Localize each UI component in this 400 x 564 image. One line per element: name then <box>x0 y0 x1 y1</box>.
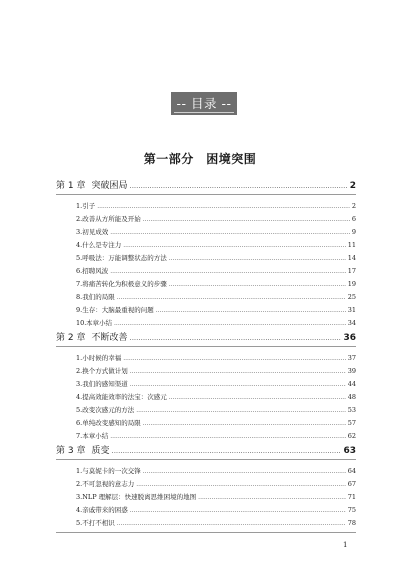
dot-leader <box>123 352 346 365</box>
entry-page-number: 6 <box>351 215 356 223</box>
entry-title: 不打不相识 <box>82 519 115 527</box>
toc-entry[interactable] <box>56 517 356 530</box>
toc-entry[interactable] <box>56 226 356 239</box>
toc-entry[interactable] <box>56 252 356 265</box>
entry-page-number: 48 <box>347 393 356 401</box>
chapter-label: 第 3 章 <box>56 446 86 456</box>
entry-title: 本章小结 <box>86 319 112 327</box>
entry-title: NLP 理解层：快速脱离思维困境的地图 <box>82 493 197 501</box>
entry-number: 1. <box>76 354 83 362</box>
chapter-divider <box>56 194 356 195</box>
chapter-divider <box>56 459 356 460</box>
toc-entry[interactable] <box>56 391 356 404</box>
entry-title: 引子 <box>82 202 96 210</box>
toc-entry[interactable] <box>56 239 356 252</box>
entry-page-number: 78 <box>347 519 356 527</box>
dot-leader <box>143 465 346 478</box>
dot-leader <box>198 491 346 504</box>
entry-page-number: 44 <box>347 380 356 388</box>
dot-leader <box>136 404 346 417</box>
page-folio: 1 <box>343 541 348 549</box>
chapter-label: 第 1 章 <box>56 181 86 191</box>
entry-number: 3. <box>76 380 83 388</box>
toc-entry[interactable] <box>56 291 356 304</box>
entry-number: 8. <box>76 293 83 301</box>
entry-number: 4. <box>76 393 83 401</box>
dot-leader <box>117 291 346 304</box>
toc-entry[interactable] <box>56 378 356 391</box>
entry-title: 不可忽视的意志力 <box>82 480 135 488</box>
entry-number: 2. <box>76 215 83 223</box>
entry-title: 换个方式做计划 <box>82 367 128 375</box>
entry-title: 单纯改变感知的局限 <box>82 419 141 427</box>
entry-title: 小时候的幸福 <box>82 354 122 362</box>
toc-entry[interactable] <box>56 265 356 278</box>
entry-page-number: 53 <box>347 406 356 414</box>
chapter-label: 第 2 章 <box>56 333 86 343</box>
entry-title: 本章小结 <box>82 432 109 440</box>
entry-page-number: 75 <box>347 506 356 514</box>
toc-entry[interactable] <box>56 213 356 226</box>
entry-number: 6. <box>76 267 83 275</box>
entry-number: 4. <box>76 506 83 514</box>
entry-page-number: 14 <box>347 254 356 262</box>
entry-number: 7. <box>76 280 83 288</box>
chapter-page-number: 63 <box>343 446 356 456</box>
entry-page-number: 17 <box>347 267 356 275</box>
entry-title: 将痛苦转化为积极意义的步骤 <box>82 280 167 288</box>
toc-banner: -- 目录 -- <box>171 92 237 115</box>
entry-page-number: 34 <box>347 319 356 327</box>
dot-leader <box>130 365 346 378</box>
entry-number: 2. <box>76 480 83 488</box>
entry-title: 招聘风波 <box>82 267 109 275</box>
entry-title: 我们的局限 <box>82 293 115 301</box>
chapter-heading-3[interactable] <box>56 445 356 457</box>
chapter-title: 突破困局 <box>91 181 128 191</box>
entry-page-number: 9 <box>351 228 356 236</box>
entry-number: 9. <box>76 306 83 314</box>
chapter-heading-1[interactable] <box>56 180 356 192</box>
entry-title: 我们的感知渠道 <box>82 380 128 388</box>
entry-page-number: 11 <box>347 241 356 249</box>
toc-entry[interactable] <box>56 491 356 504</box>
entry-title: 改善从方所能及开始 <box>82 215 141 223</box>
chapter-heading-2[interactable] <box>56 332 356 344</box>
entry-title: 提高效能效率的法宝：次感元 <box>82 393 167 401</box>
dot-leader <box>129 332 341 344</box>
toc-entry[interactable] <box>56 478 356 491</box>
entry-page-number: 64 <box>347 467 356 475</box>
entry-title: 初见成效 <box>82 228 109 236</box>
entry-title: 呼吸法：万能调整状态的方法 <box>82 254 167 262</box>
entry-title: 什么是专注力 <box>82 241 122 249</box>
toc-entry[interactable] <box>56 317 356 330</box>
dot-leader <box>143 213 350 226</box>
toc-entry[interactable] <box>56 404 356 417</box>
dot-leader <box>169 278 346 291</box>
entry-page-number: 39 <box>347 367 356 375</box>
dot-leader <box>110 265 346 278</box>
entry-page-number: 71 <box>347 493 356 501</box>
entry-title: 生存：大脑最重视的问题 <box>82 306 154 314</box>
entry-number: 2. <box>76 367 83 375</box>
dot-leader <box>123 239 346 252</box>
toc-entry[interactable] <box>56 365 356 378</box>
entry-page-number: 31 <box>347 306 356 314</box>
dot-leader <box>143 417 346 430</box>
dot-leader <box>169 252 346 265</box>
end-divider <box>56 532 356 533</box>
chapter-page-number: 2 <box>349 181 356 191</box>
entry-page-number: 62 <box>347 432 356 440</box>
entry-number: 5. <box>76 254 83 262</box>
entry-title: 改变次感元的方法 <box>82 406 135 414</box>
entry-number: 5. <box>76 519 83 527</box>
dot-leader <box>110 226 350 239</box>
entry-page-number: 57 <box>347 419 356 427</box>
entry-title: 亲戚带来的困惑 <box>82 506 128 514</box>
entry-page-number: 19 <box>347 280 356 288</box>
toc-entry[interactable] <box>56 504 356 517</box>
table-of-contents <box>56 180 356 533</box>
dot-leader <box>156 304 346 317</box>
dot-leader <box>117 517 346 530</box>
chapter-title: 不断改善 <box>91 333 128 343</box>
entry-number: 1. <box>76 467 83 475</box>
entry-page-number: 25 <box>347 293 356 301</box>
entry-number: 7. <box>76 432 83 440</box>
dot-leader <box>169 391 346 404</box>
entry-page-number: 2 <box>351 202 356 210</box>
part-title: 第一部分 困境突围 <box>143 152 257 166</box>
chapter-page-number: 36 <box>343 333 356 343</box>
toc-entry[interactable] <box>56 430 356 443</box>
entry-number: 10. <box>76 319 87 327</box>
entry-number: 6. <box>76 419 83 427</box>
dot-leader <box>130 378 346 391</box>
toc-entry[interactable] <box>56 352 356 365</box>
entry-title: 与莫妮卡的一次交锋 <box>82 467 141 475</box>
toc-entry[interactable] <box>56 278 356 291</box>
toc-entry[interactable] <box>56 304 356 317</box>
entry-number: 3. <box>76 493 83 501</box>
dot-leader <box>129 180 347 192</box>
chapter-divider <box>56 346 356 347</box>
dot-leader <box>110 430 346 443</box>
dot-leader <box>97 200 350 213</box>
entry-number: 1. <box>76 202 83 210</box>
entry-number: 4. <box>76 241 83 249</box>
toc-entry[interactable] <box>56 200 356 213</box>
dot-leader <box>130 504 346 517</box>
entry-number: 5. <box>76 406 83 414</box>
dot-leader <box>114 317 346 330</box>
entry-page-number: 37 <box>347 354 356 362</box>
toc-entry[interactable] <box>56 465 356 478</box>
entry-page-number: 67 <box>347 480 356 488</box>
toc-entry[interactable] <box>56 417 356 430</box>
dot-leader <box>111 445 341 457</box>
entry-number: 3. <box>76 228 83 236</box>
chapter-title: 质变 <box>91 446 110 456</box>
dot-leader <box>136 478 346 491</box>
